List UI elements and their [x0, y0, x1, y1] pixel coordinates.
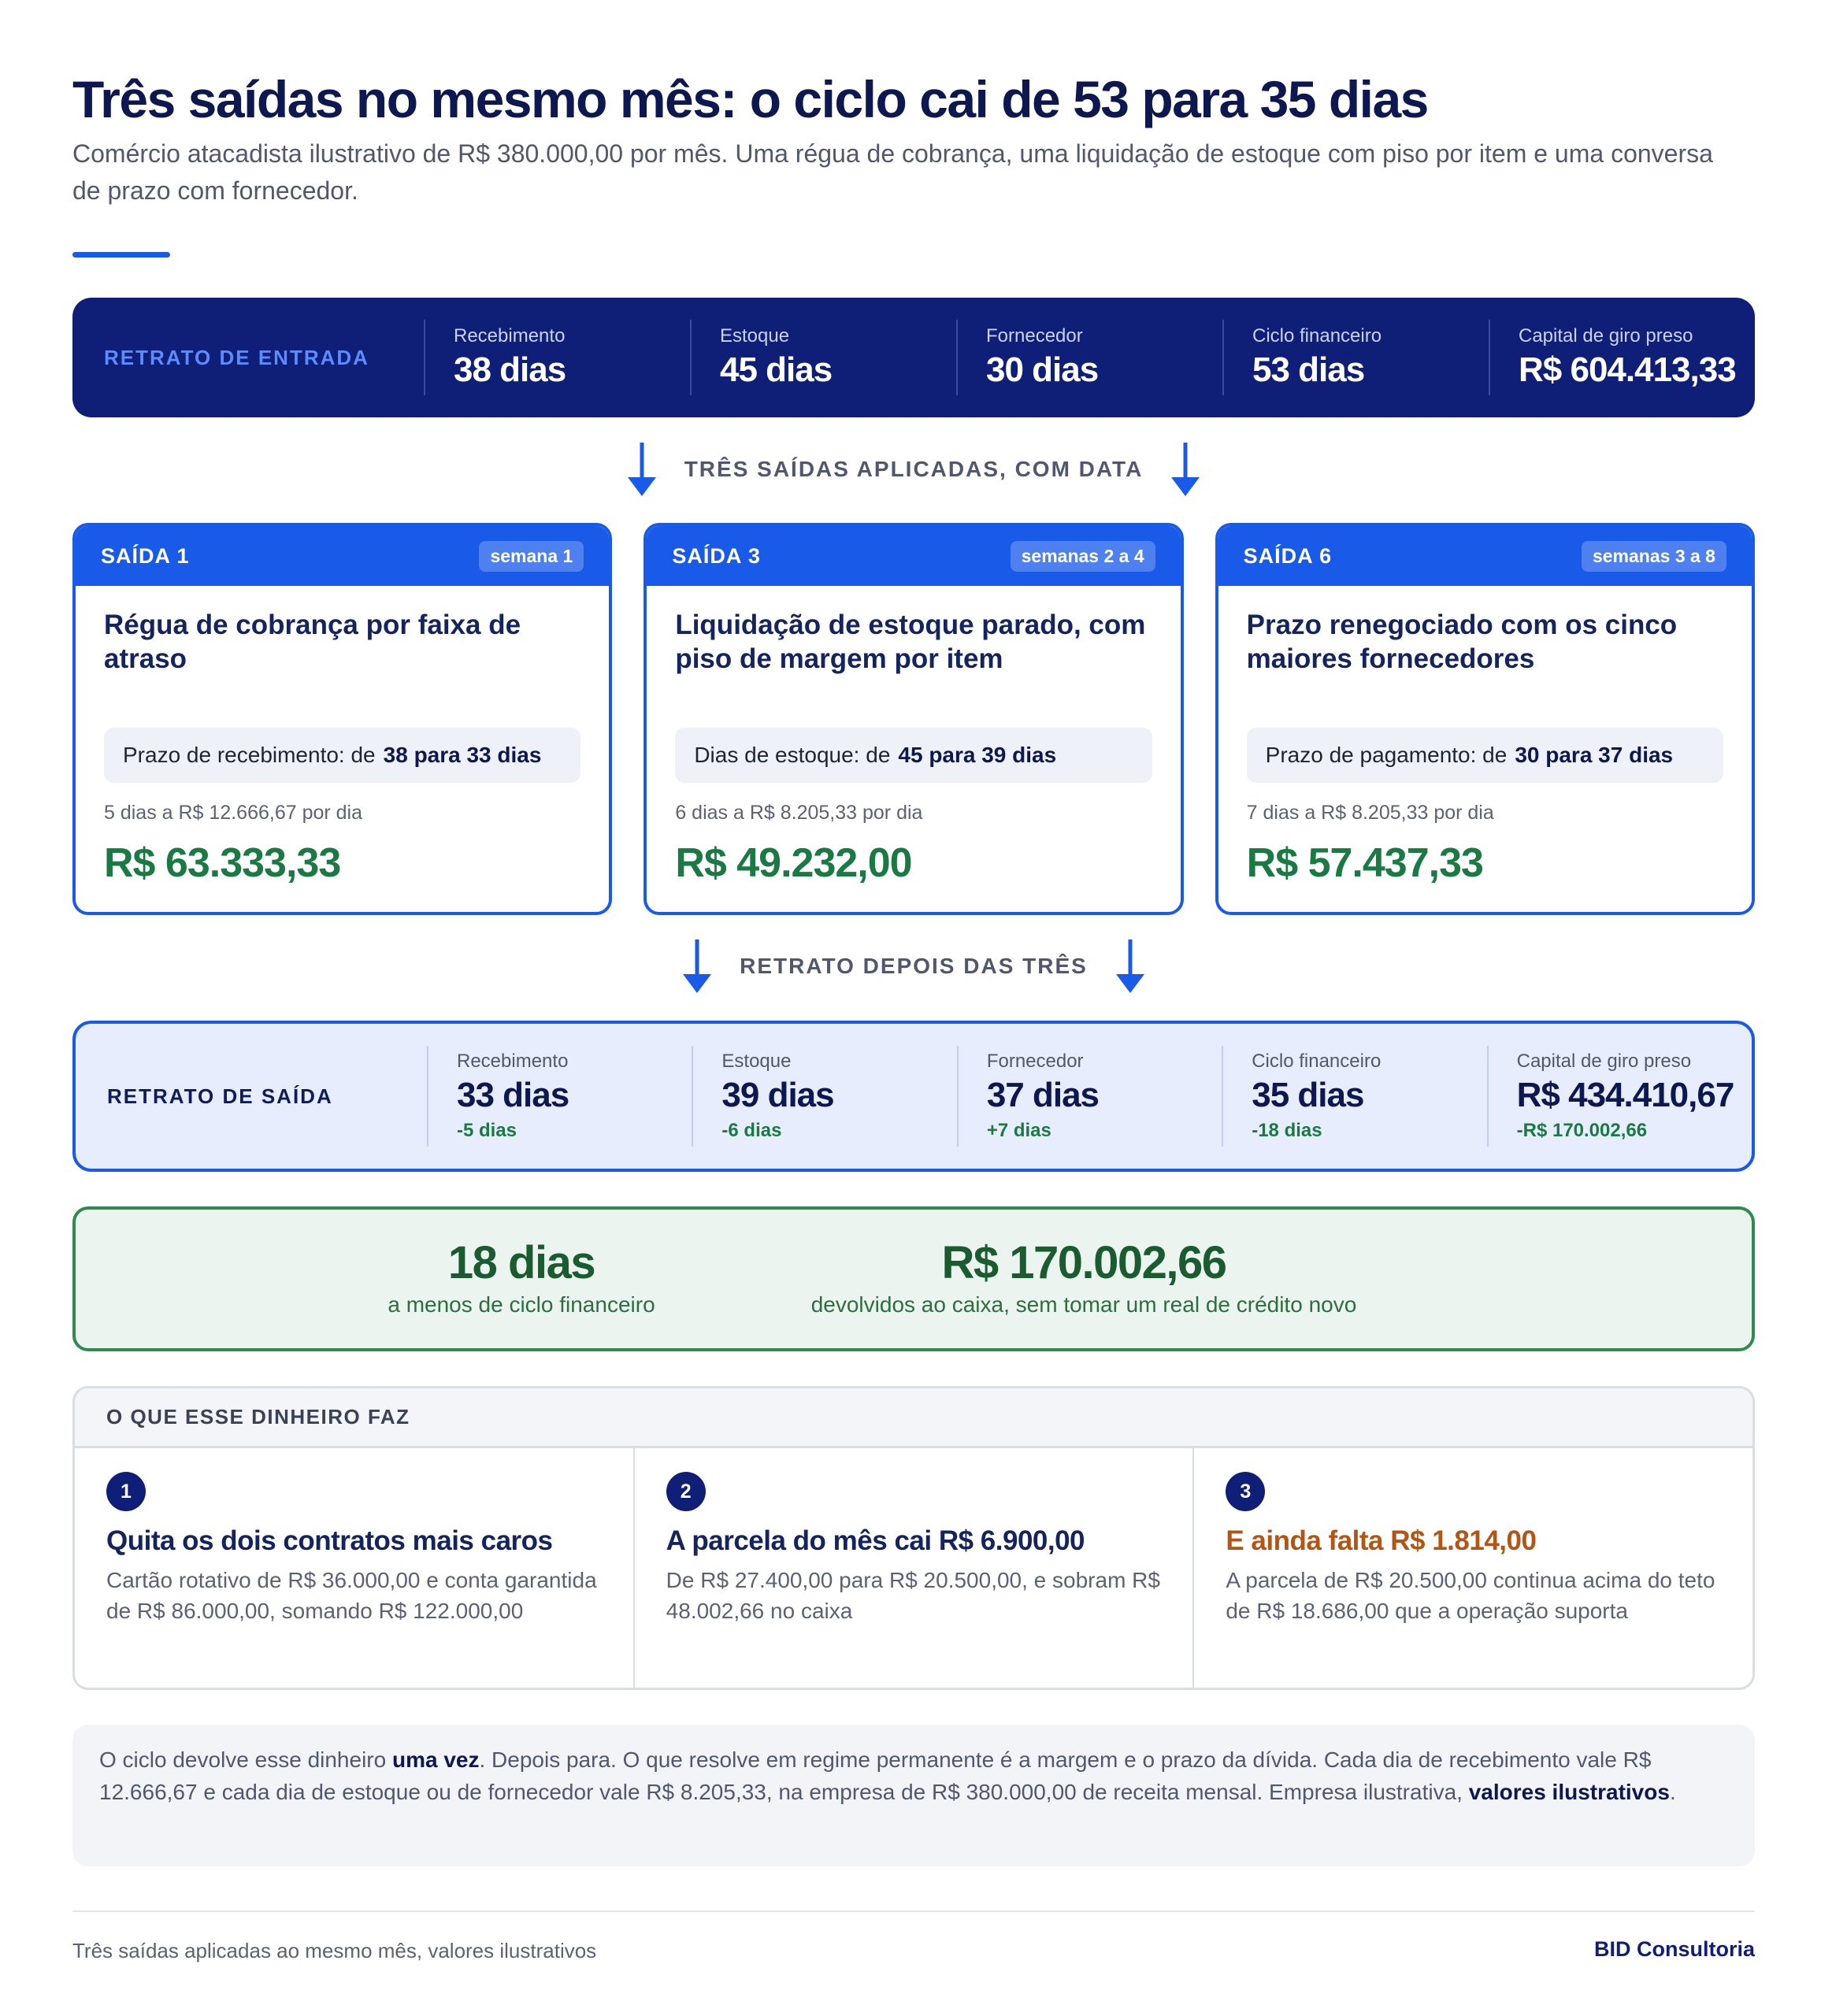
exit-change-box [1247, 728, 1723, 783]
exit-change-value: 30 para 37 dias [1515, 743, 1674, 767]
connector-exits [72, 441, 1755, 498]
exit-cell-receivables [427, 1046, 692, 1147]
entry-cell-receivables [424, 320, 690, 395]
use-description: De R$ 27.400,00 para R$ 20.500,00, e sobram R$ 48.002,66 no caixa [666, 1568, 1160, 1623]
step-number-badge: 2 [666, 1472, 706, 1511]
exit-card [1215, 523, 1755, 915]
exit-change-label: Dias de estoque: de [694, 743, 891, 767]
entry-cell-label: Fornecedor [986, 325, 1083, 346]
timing-badge: semanas 2 a 4 [1011, 541, 1155, 572]
entry-cell-value: 45 dias [720, 350, 833, 389]
exit-card [72, 523, 612, 915]
footnote-emphasis: valores ilustrativos [1468, 1780, 1670, 1804]
arrow-down-icon [626, 441, 658, 498]
timing-badge: semana 1 [479, 541, 584, 572]
exit-cell-value: 37 dias [986, 1076, 1100, 1114]
exit-card [643, 523, 1183, 915]
connector-label: RETRATO DEPOIS DAS TRÊS [740, 954, 1088, 978]
footer-brand: BID Consultoria [1593, 1937, 1755, 1961]
timing-badge: semanas 3 a 8 [1582, 541, 1726, 572]
use-description: Cartão rotativo de R$ 36.000,00 e conta garantida de R$ 86.000,00, somando R$ 122.000,00 [106, 1568, 597, 1623]
result-days-value: 18 dias [447, 1237, 595, 1288]
use-title: A parcela do mês cai R$ 6.900,00 [666, 1525, 1085, 1556]
exit-change-box [104, 728, 580, 783]
uses-heading: O QUE ESSE DINHEIRO FAZ [75, 1388, 1752, 1448]
exit-cell-supplier [957, 1046, 1222, 1147]
entry-cell-inventory [690, 320, 956, 395]
use-description: A parcela de R$ 20.500,00 continua acima do teto de R$ 18.686,00 que a operação suporta [1226, 1568, 1715, 1623]
exit-cell-label: Fornecedor [986, 1051, 1084, 1072]
exit-cell-cycle [1222, 1046, 1486, 1147]
entry-snapshot-label: RETRATO DE ENTRADA [104, 345, 369, 369]
use-item [633, 1448, 1193, 1690]
exit-cell-value: 33 dias [457, 1076, 569, 1114]
exit-change-label: Prazo de recebimento: de [123, 743, 376, 767]
exit-change-box [675, 728, 1152, 783]
step-number-badge: 1 [106, 1472, 146, 1511]
exit-card-header [76, 526, 609, 586]
connector-label: TRÊS SAÍDAS APLICADAS, COM DATA [684, 457, 1144, 481]
exit-cell-value: 35 dias [1252, 1076, 1364, 1114]
exit-amount: R$ 57.437,33 [1246, 840, 1483, 886]
arrow-down-icon [681, 938, 713, 995]
exit-cell-delta: -6 dias [721, 1120, 782, 1141]
footer-divider [72, 1910, 1755, 1912]
exit-cell-inventory [692, 1046, 956, 1147]
entry-cell-cycle [1222, 320, 1489, 395]
exit-tag: SAÍDA 6 [1243, 543, 1333, 568]
footer-caption: Três saídas aplicadas ao mesmo mês, valores ilustrativos [72, 1939, 597, 1962]
entry-cell-supplier [956, 320, 1222, 395]
use-title: Quita os dois contratos mais caros [106, 1525, 553, 1556]
page-title: Três saídas no mesmo mês: o ciclo cai de 53 para 35 dias [72, 70, 1428, 128]
uses-columns [75, 1448, 1752, 1690]
footnote-text: O ciclo devolve esse dinheiro [99, 1747, 392, 1772]
exit-cell-delta: -5 dias [457, 1120, 517, 1141]
exit-change-label: Prazo de pagamento: de [1265, 743, 1508, 767]
exit-cards [72, 523, 1755, 915]
connector-after [72, 937, 1755, 995]
exit-cell-delta: +7 dias [986, 1120, 1051, 1141]
page-subtitle: Comércio atacadista ilustrativo de R$ 380.000,00 por mês. Uma régua de cobrança, uma liquidação de estoque com piso por item e uma conversa de prazo com fornecedor. [72, 139, 1713, 205]
entry-cell-working-capital [1489, 320, 1755, 395]
footnote [72, 1725, 1755, 1866]
result-days-label: a menos de ciclo financeiro [388, 1292, 655, 1317]
exit-card-header [1218, 526, 1752, 586]
exit-cell-label: Recebimento [457, 1051, 569, 1072]
footnote-text: . [1669, 1780, 1676, 1804]
exit-cell-label: Capital de giro preso [1516, 1051, 1692, 1072]
entry-cell-label: Estoque [720, 325, 790, 346]
exit-calc-note: 6 dias a R$ 8.205,33 por dia [675, 802, 923, 824]
exit-title: Régua de cobrança por faixa de atraso [104, 610, 521, 674]
footnote-text: . Depois para. O que resolve em regime permanente é a margem e o prazo da dívida. Cada dia de recebimento vale R$ 12.666,67 e cada dia de estoque ou de fornecedor vale R$ 8.205,33, na empresa de R$ 380.000,00 de receita mensal. Empresa ilustrativa, [99, 1747, 1652, 1804]
exit-amount: R$ 49.232,00 [675, 840, 912, 886]
result-cash-label: devolvidos ao caixa, sem tomar um real de crédito novo [810, 1292, 1357, 1317]
exit-calc-note: 7 dias a R$ 8.205,33 por dia [1246, 802, 1494, 824]
exit-cell-delta: -R$ 170.002,66 [1516, 1120, 1648, 1141]
exit-cell-value: R$ 434.410,67 [1516, 1076, 1734, 1114]
exit-snapshot [72, 1021, 1755, 1172]
entry-cell-label: Capital de giro preso [1519, 325, 1693, 346]
exit-cell-label: Estoque [721, 1051, 792, 1072]
entry-cell-value: 38 dias [454, 350, 566, 389]
exit-title: Prazo renegociado com os cinco maiores fornecedores [1246, 610, 1678, 674]
exit-cell-value: 39 dias [721, 1076, 834, 1114]
exit-tag: SAÍDA 1 [101, 543, 190, 568]
use-title: E ainda falta R$ 1.814,00 [1226, 1525, 1537, 1556]
exit-amount: R$ 63.333,33 [104, 840, 341, 886]
exit-change-value: 45 para 39 dias [898, 743, 1057, 767]
exit-tag: SAÍDA 3 [672, 543, 761, 568]
arrow-down-icon [1170, 441, 1201, 498]
arrow-down-icon [1114, 938, 1146, 995]
result-summary [72, 1206, 1755, 1351]
entry-cell-value: 30 dias [986, 350, 1099, 389]
exit-cell-label: Ciclo financeiro [1252, 1051, 1382, 1072]
title-accent-rule [72, 252, 170, 258]
exit-snapshot-label: RETRATO DE SAÍDA [107, 1084, 333, 1108]
exit-calc-note: 5 dias a R$ 12.666,67 por dia [104, 802, 363, 824]
result-days [364, 1236, 679, 1317]
footnote-emphasis: uma vez [391, 1747, 480, 1772]
result-cash-value: R$ 170.002,66 [941, 1237, 1226, 1288]
step-number-badge: 3 [1226, 1472, 1265, 1511]
entry-cell-label: Recebimento [454, 325, 566, 346]
exit-card-header [647, 526, 1180, 586]
use-item [75, 1448, 633, 1690]
entry-cell-label: Ciclo financeiro [1252, 325, 1382, 346]
exit-cell-working-capital [1487, 1046, 1752, 1147]
entry-snapshot [72, 298, 1755, 417]
exit-change-value: 38 para 33 dias [383, 743, 542, 767]
use-item [1192, 1448, 1752, 1690]
exit-title: Liquidação de estoque parado, com piso de margem por item [675, 610, 1146, 674]
entry-cell-value: R$ 604.413,33 [1519, 350, 1736, 389]
exit-cell-delta: -18 dias [1252, 1120, 1322, 1141]
result-cash [784, 1236, 1383, 1317]
entry-cell-value: 53 dias [1252, 350, 1365, 389]
uses-panel [72, 1386, 1755, 1690]
